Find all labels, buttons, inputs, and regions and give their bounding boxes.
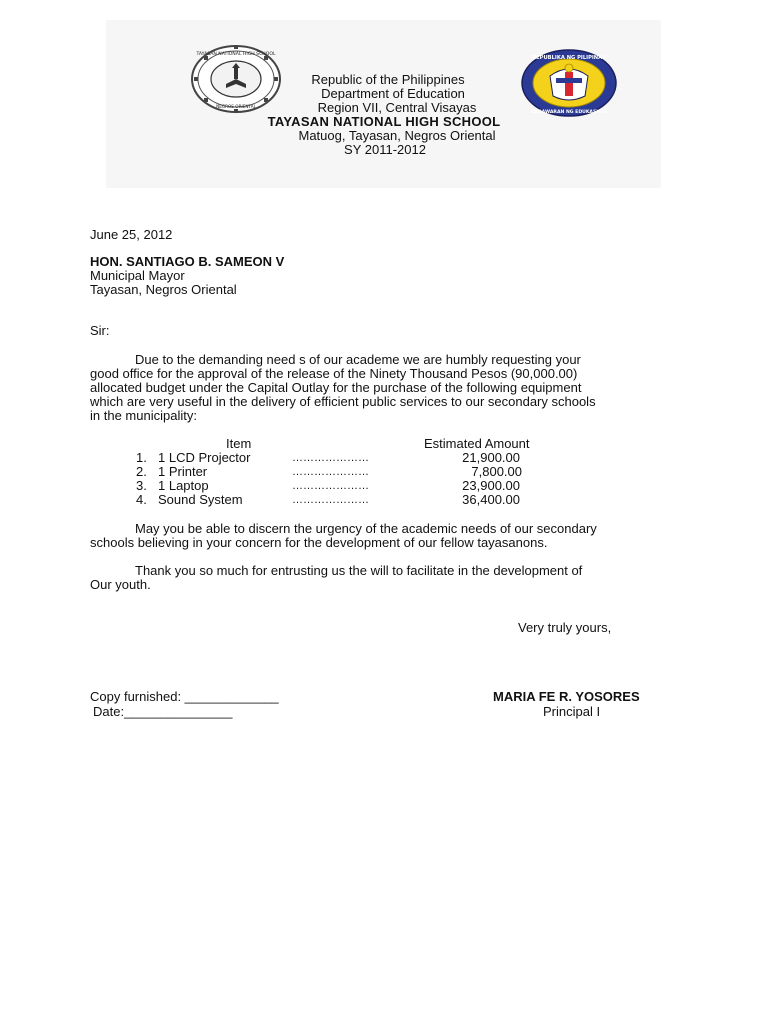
letter-date: June 25, 2012 <box>90 227 173 242</box>
paragraph-line: Our youth. <box>90 577 151 592</box>
signatory-name: MARIA FE R. YOSORES <box>493 689 640 704</box>
row-amount: 36,400.00 <box>462 492 520 507</box>
body-paragraph-urgency <box>90 522 690 550</box>
row-leader-dots: ………………… <box>292 494 369 506</box>
letterhead-school-name: TAYASAN NATIONAL HIGH SCHOOL <box>267 114 501 129</box>
body-paragraph-request <box>90 353 690 423</box>
recipient-address: Tayasan, Negros Oriental <box>90 282 237 297</box>
column-header-amount: Estimated Amount <box>424 436 530 451</box>
paragraph-line: which are very useful in the delivery of efficient public services to our secondary schools <box>90 394 596 409</box>
letterhead-address: Matuog, Tayasan, Negros Oriental <box>298 128 496 143</box>
row-leader-dots: ………………… <box>292 452 369 464</box>
paragraph-line: good office for the approval of the release of the Ninety Thousand Pesos (90,000.00) <box>90 366 578 381</box>
letterhead-department: Department of Education <box>321 86 465 101</box>
equipment-table <box>0 437 768 509</box>
paragraph-line: allocated budget under the Capital Outlay for the purchase of the following equipment <box>90 380 582 395</box>
deped-seal-logo <box>520 48 618 118</box>
svg-text:TAYASAN NATIONAL HIGH SCHOOL: TAYASAN NATIONAL HIGH SCHOOL <box>196 52 276 57</box>
row-leader-dots: ………………… <box>292 466 369 478</box>
signatory-title: Principal I <box>543 704 601 719</box>
row-item: Sound System <box>158 492 243 507</box>
date-line: Date:_______________ <box>93 704 233 719</box>
school-seal-logo <box>190 44 282 114</box>
row-number: 4. <box>136 492 147 507</box>
row-amount: 7,800.00 <box>471 464 522 479</box>
svg-text:REPUBLIKA NG PILIPINAS: REPUBLIKA NG PILIPINAS <box>532 55 606 61</box>
salutation: Sir: <box>90 323 110 338</box>
paragraph-line: schools believing in your concern for the development of our fellow tayasanons. <box>90 535 548 550</box>
letterhead-school-year: SY 2011-2012 <box>344 142 426 157</box>
letterhead-republic: Republic of the Philippines <box>311 72 465 87</box>
svg-text:KAGAWARAN NG EDUKASYON: KAGAWARAN NG EDUKASYON <box>530 110 608 115</box>
letterhead-region: Region VII, Central Visayas <box>317 100 477 115</box>
row-item: 1 Laptop <box>158 478 209 493</box>
body-paragraph-thanks <box>90 564 690 592</box>
row-number: 1. <box>136 450 147 465</box>
paragraph-line: Thank you so much for entrusting us the will to facilitate in the development of <box>135 563 583 578</box>
paragraph-line: Due to the demanding need s of our academe we are humbly requesting your <box>135 352 581 367</box>
row-number: 2. <box>136 464 147 479</box>
row-amount: 21,900.00 <box>462 450 520 465</box>
complimentary-closing: Very truly yours, <box>518 620 612 635</box>
recipient-name: HON. SANTIAGO B. SAMEON V <box>90 254 285 269</box>
svg-text:NEGROS ORIENTAL: NEGROS ORIENTAL <box>216 104 256 109</box>
row-item: 1 Printer <box>158 464 208 479</box>
row-item: 1 LCD Projector <box>158 450 251 465</box>
row-leader-dots: ………………… <box>292 480 369 492</box>
copy-furnished-line: Copy furnished: _____________ <box>90 689 279 704</box>
column-header-item: Item <box>226 436 252 451</box>
recipient-title: Municipal Mayor <box>90 268 185 283</box>
paragraph-line: in the municipality: <box>90 408 197 423</box>
row-number: 3. <box>136 478 147 493</box>
row-amount: 23,900.00 <box>462 478 520 493</box>
paragraph-line: May you be able to discern the urgency of the academic needs of our secondary <box>135 521 597 536</box>
